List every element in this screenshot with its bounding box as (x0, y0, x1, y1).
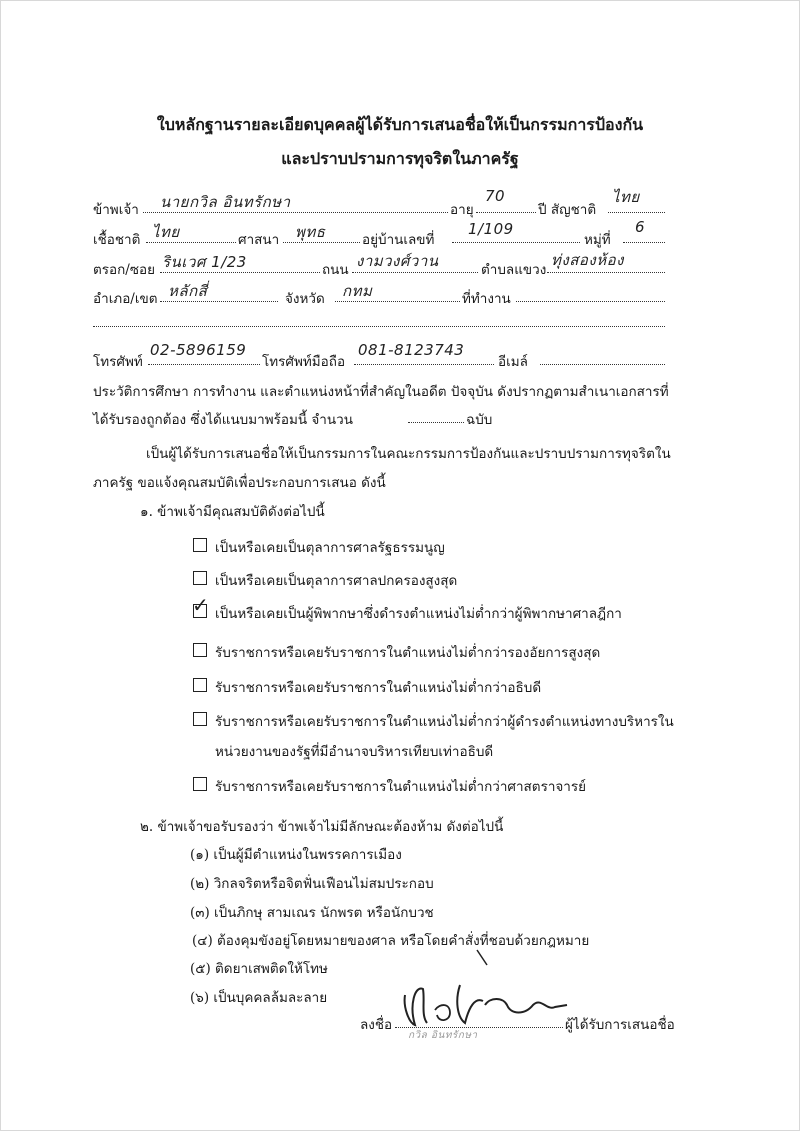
sign-suffix: ผู้ได้รับการเสนอชื่อ (565, 1017, 675, 1033)
qualification-checkbox-6[interactable] (193, 712, 207, 726)
mobile-value: 081-8123743 (358, 341, 465, 359)
workplace-dotline (516, 301, 665, 302)
education-line2b: ฉบับ (466, 412, 493, 428)
prohibition-item-1: (๑) เป็นผู้มีตำแหน่งในพรรคการเมือง (190, 847, 402, 863)
soi-value: รินเวศ 1/23 (162, 253, 247, 271)
moo-value: 6 (635, 218, 646, 236)
intro-line1: เป็นผู้ได้รับการเสนอชื่อให้เป็นกรรมการในคณะกรรมการป้องกันและปราบปรามการทุจริตใน (146, 446, 671, 462)
road-label: ถนน (322, 262, 349, 278)
race-value: ไทย (152, 223, 180, 241)
subdistrict-value: ทุ่งสองห้อง (551, 251, 624, 269)
district-label: อำเภอ/เขต (93, 291, 158, 307)
qualification-checkbox-4[interactable] (193, 643, 207, 657)
religion-value: พุทธ (295, 223, 326, 241)
section2-heading: ๒. ข้าพเจ้าขอรับรองว่า ข้าพเจ้าไม่มีลักษณะต้องห้าม ดังต่อไปนี้ (140, 819, 504, 835)
age-dotline (476, 212, 536, 213)
email-label: อีเมล์ (498, 354, 528, 370)
moo-label: หมู่ที่ (584, 232, 611, 248)
house-no-dotline (452, 242, 580, 243)
qualification-label-3: เป็นหรือเคยเป็นผู้พิพากษาซึ่งดำรงตำแหน่งไม่ต่ำกว่าผู้พิพากษาศาลฎีกา (215, 606, 622, 622)
phone-value: 02-5896159 (150, 341, 247, 359)
qualification-label-6-cont: หน่วยงานของรัฐที่มีอำนาจบริหารเทียบเท่าอธิบดี (215, 744, 494, 760)
name-value: นายกวิล อินทรักษา (160, 193, 291, 211)
qualification-label-2: เป็นหรือเคยเป็นตุลาการศาลปกครองสูงสุด (215, 573, 458, 589)
age-label: อายุ (450, 202, 474, 218)
prohibition-item-2: (๒) วิกลจริตหรือจิตฟั่นเฟือนไม่สมประกอบ (190, 876, 434, 892)
province-label: จังหวัด (285, 291, 325, 307)
nationality-value: ไทย (612, 188, 640, 206)
signature-image (395, 945, 575, 1030)
workplace-extra-dotline (93, 326, 665, 327)
qualification-checkbox-5[interactable] (193, 678, 207, 692)
copies-dotline (408, 422, 464, 423)
soi-label: ตรอก/ซอย (93, 262, 156, 278)
prohibition-item-4: (๔) ต้องคุมขังอยู่โดยหมายของศาล หรือโดยคำสั่งที่ชอบด้วยกฎหมาย (192, 933, 590, 949)
qualification-label-6: รับราชการหรือเคยรับราชการในตำแหน่งไม่ต่ำกว่าผู้ดำรงตำแหน่งทางบริหารใน (215, 714, 674, 730)
qualification-label-7: รับราชการหรือเคยรับราชการในตำแหน่งไม่ต่ำกว่าศาสตราจารย์ (215, 779, 587, 795)
age-unit-label: ปี สัญชาติ (538, 202, 597, 218)
age-value: 70 (485, 187, 506, 205)
moo-dotline (623, 242, 665, 243)
qualification-checkbox-7[interactable] (193, 777, 207, 791)
checkmark-icon: ✓ (192, 593, 209, 617)
phone-dotline (148, 364, 260, 365)
email-dotline (540, 364, 665, 365)
nationality-dotline (608, 212, 665, 213)
mobile-dotline (354, 364, 494, 365)
sign-label: ลงชื่อ (360, 1017, 393, 1033)
qualification-label-4: รับราชการหรือเคยรับราชการในตำแหน่งไม่ต่ำกว่ารองอัยการสูงสุด (215, 645, 601, 661)
race-label: เชื้อชาติ (93, 232, 141, 248)
intro-line2: ภาครัฐ ขอแจ้งคุณสมบัติเพื่อประกอบการเสนอ ดังนี้ (93, 475, 386, 491)
mobile-label: โทรศัพท์มือถือ (262, 354, 346, 370)
prohibition-item-5: (๕) ติดยาเสพติดให้โทษ (190, 961, 328, 977)
workplace-label: ที่ทำงาน (462, 291, 511, 307)
prohibition-item-6: (๖) เป็นบุคคลล้มละลาย (190, 990, 328, 1006)
signature-caption: กวิล อินทรักษา (408, 1030, 478, 1041)
name-label: ข้าพเจ้า (93, 202, 139, 218)
qualification-label-1: เป็นหรือเคยเป็นตุลาการศาลรัฐธรรมนูญ (215, 540, 445, 556)
road-value: งามวงศ์วาน (356, 252, 439, 270)
province-value: กทม (342, 282, 373, 300)
religion-label: ศาสนา (238, 232, 280, 248)
education-line2a: ได้รับรองถูกต้อง ซึ่งได้แนบมาพร้อมนี้ จำนวน (93, 412, 353, 428)
subdistrict-label: ตำบลแขวง (481, 262, 547, 278)
qualification-checkbox-1[interactable] (193, 538, 207, 552)
education-line1: ประวัติการศึกษา การทำงาน และตำแหน่งหน้าที่สำคัญในอดีต ปัจจุบัน ดังปรากฏตามสำเนาเอกสารที่ (93, 384, 669, 400)
qualification-label-5: รับราชการหรือเคยรับราชการในตำแหน่งไม่ต่ำกว่าอธิบดี (215, 680, 542, 696)
house-no-value: 1/109 (468, 220, 514, 238)
section1-heading: ๑. ข้าพเจ้ามีคุณสมบัติดังต่อไปนี้ (140, 504, 325, 520)
form-title-line1: ใบหลักฐานรายละเอียดบุคคลผู้ได้รับการเสนอชื่อให้เป็นกรรมการป้องกัน (156, 115, 644, 134)
form-title-line2: และปราบปรามการทุจริตในภาครัฐ (281, 149, 519, 168)
phone-label: โทรศัพท์ (93, 354, 143, 370)
district-value: หลักสี่ (168, 282, 208, 300)
subdistrict-dotline (547, 272, 665, 273)
qualification-checkbox-2[interactable] (193, 571, 207, 585)
prohibition-item-3: (๓) เป็นภิกษุ สามเณร นักพรต หรือนักบวช (190, 905, 434, 921)
house-no-label: อยู่บ้านเลขที่ (362, 232, 435, 248)
